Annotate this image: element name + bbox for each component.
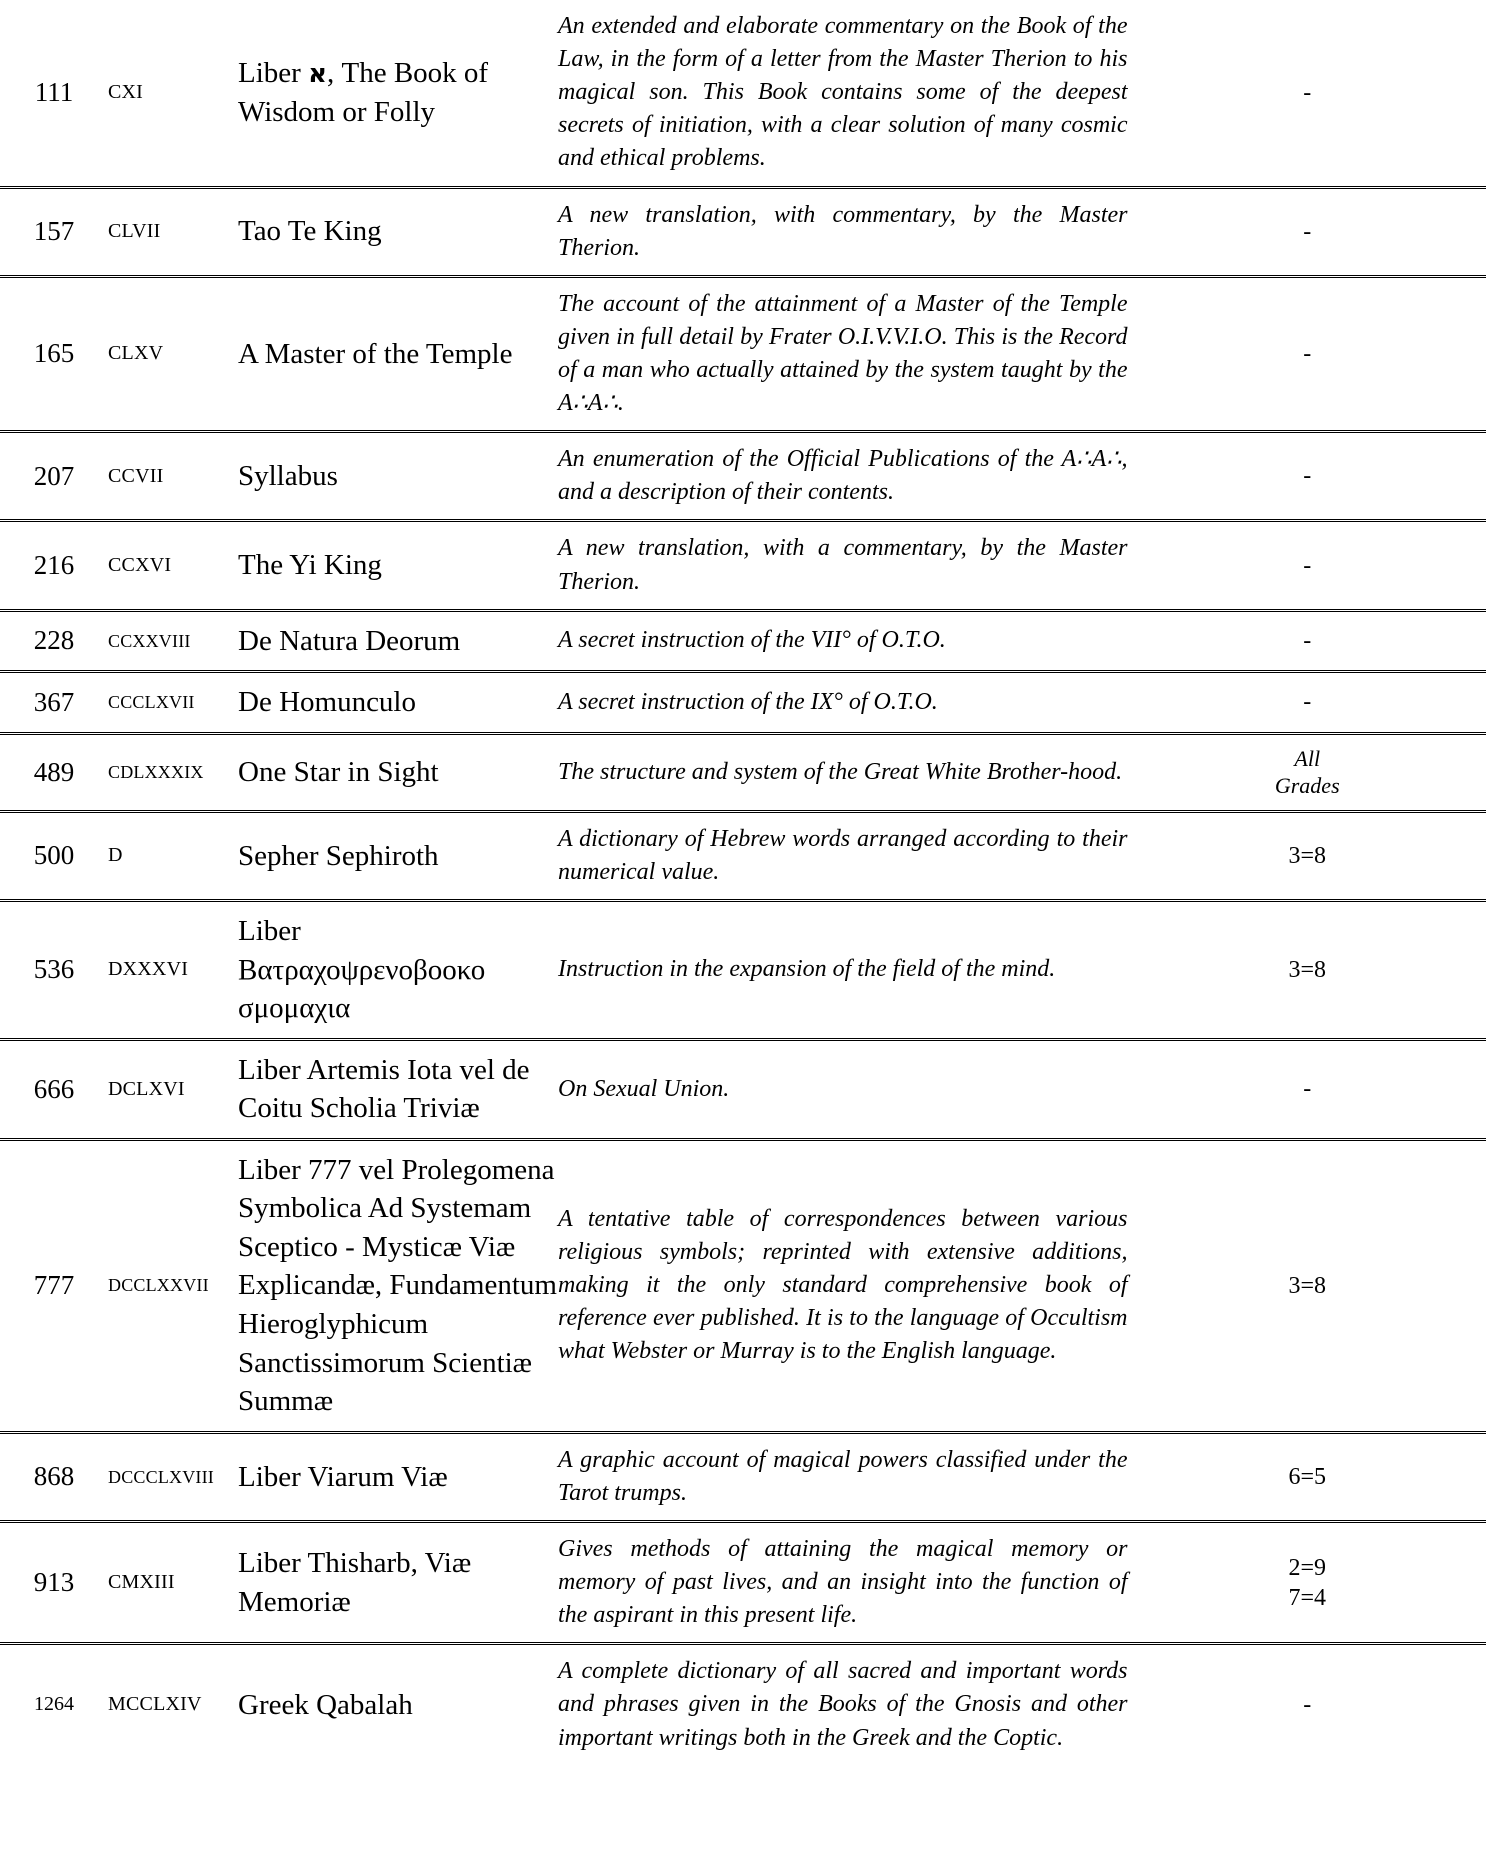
table-row <box>0 187 1486 276</box>
cell-description: The account of the attainment of a Master of the Temple given in full detail by Frater O.I.V.V.I.O. This is the Record of a man who actually attained by the system taught by the A∴A∴. <box>558 276 1128 431</box>
cell-title: Liber Thisharb, Viæ Memoriæ <box>238 1521 558 1643</box>
cell-grade: - <box>1128 276 1486 431</box>
cell-title: Liber Artemis Iota vel de Coitu Scholia Triviæ <box>238 1039 558 1139</box>
cell-grade: - <box>1128 610 1486 672</box>
cell-description: A complete dictionary of all sacred and important words and phrases given in the Books of the Gnosis and other important writings both in the Greek and the Coptic. <box>558 1644 1128 1765</box>
cell-roman-numeral: CDLXXXIX <box>108 733 238 811</box>
cell-number: 500 <box>0 811 108 900</box>
table-row <box>0 521 1486 610</box>
cell-roman-numeral: CCXVI <box>108 521 238 610</box>
grade-line-2: Grades <box>1274 773 1340 799</box>
cell-grade <box>1128 1521 1486 1643</box>
cell-grade: - <box>1128 1039 1486 1139</box>
table-row <box>0 276 1486 431</box>
cell-number: 157 <box>0 187 108 276</box>
cell-title: Greek Qabalah <box>238 1644 558 1765</box>
cell-grade: - <box>1128 432 1486 521</box>
cell-description: A dictionary of Hebrew words arranged according to their numerical value. <box>558 811 1128 900</box>
cell-title <box>238 900 558 1039</box>
cell-title: The Yi King <box>238 521 558 610</box>
cell-number: 777 <box>0 1139 108 1432</box>
cell-grade: - <box>1303 79 1312 106</box>
cell-description: On Sexual Union. <box>558 1039 1128 1139</box>
table-row <box>0 733 1486 811</box>
cell-number: 536 <box>0 900 108 1039</box>
cell-roman-numeral: CLVII <box>108 187 238 276</box>
cell-number: 1264 <box>0 1644 108 1765</box>
table-row <box>0 1139 1486 1432</box>
grade-line-1: 2=9 <box>1288 1554 1327 1581</box>
table-row <box>0 900 1486 1039</box>
cell-description: A tentative table of correspondences between various religious symbols; reprinted with extensive additions, making it the only standard comprehensive book of reference ever published. It is to the language of Occultism what Webster or Murray is to the English language. <box>558 1139 1128 1432</box>
table-row <box>0 0 1486 187</box>
cell-grade: 6=5 <box>1128 1432 1486 1521</box>
title-line-3: σμομαχια <box>238 992 351 1025</box>
title-text-post: , The Book of Wisdom or Folly <box>238 57 489 128</box>
table-row <box>0 432 1486 521</box>
table-row <box>0 1521 1486 1643</box>
cell-roman-numeral: CCXXVIII <box>108 610 238 672</box>
table-row <box>0 1644 1486 1765</box>
cell-title <box>238 0 558 187</box>
cell-grade: 3=8 <box>1128 811 1486 900</box>
cell-number: 228 <box>0 610 108 672</box>
table-row <box>0 672 1486 734</box>
cell-title: Syllabus <box>238 432 558 521</box>
title-line-2: Βατραχοψρενοβοοκο <box>238 953 486 986</box>
cell-title: Liber Viarum Viæ <box>238 1432 558 1521</box>
cell-title: Liber 777 vel Prolegomena Symbolica Ad Systemam Sceptico - Mysticæ Viæ Explicandæ, Fundamentum Hieroglyphicum Sanctissimorum Scientiæ Summæ <box>238 1139 558 1432</box>
cell-description: An extended and elaborate commentary on the Book of the Law, in the form of a letter from the Master Therion to his magical son. This Book contains some of the deepest secrets of initiation, with a clear solution of many cosmic and ethical problems. <box>558 13 1128 172</box>
cell-number: 367 <box>0 672 108 734</box>
table-row <box>0 1039 1486 1139</box>
cell-roman-numeral: DCLXVI <box>108 1039 238 1139</box>
cell-description: The structure and system of the Great White Brother-hood. <box>558 733 1128 811</box>
cell-number: 913 <box>0 1521 108 1643</box>
cell-number: 216 <box>0 521 108 610</box>
cell-roman-numeral: MCCLXIV <box>108 1644 238 1765</box>
cell-description: A new translation, with commentary, by the Master Therion. <box>558 187 1128 276</box>
cell-number: 165 <box>0 276 108 431</box>
cell-grade: - <box>1128 521 1486 610</box>
cell-grade: - <box>1128 672 1486 734</box>
cell-roman-numeral: D <box>108 811 238 900</box>
grade-line-1: All <box>1294 745 1321 771</box>
cell-roman-numeral: CCVII <box>108 432 238 521</box>
cell-number: 111 <box>34 77 74 108</box>
cell-number: 207 <box>0 432 108 521</box>
hebrew-aleph-icon: א <box>308 59 327 90</box>
cell-title: De Homunculo <box>238 672 558 734</box>
title-line-1: Liber <box>238 914 301 947</box>
cell-grade: 3=8 <box>1128 1139 1486 1432</box>
table-row <box>0 1432 1486 1521</box>
cell-title: Sepher Sephiroth <box>238 811 558 900</box>
cell-description: A secret instruction of the IX° of O.T.O. <box>558 672 1128 734</box>
cell-roman-numeral: DCCCLXVIII <box>108 1432 238 1521</box>
cell-title: Tao Te King <box>238 187 558 276</box>
cell-number: 489 <box>0 733 108 811</box>
cell-roman-numeral: DXXXVI <box>108 900 238 1039</box>
cell-grade: 3=8 <box>1128 900 1486 1039</box>
cell-grade <box>1128 733 1486 811</box>
cell-description: A secret instruction of the VII° of O.T.O. <box>558 610 1128 672</box>
cell-roman-numeral: DCCLXXVII <box>108 1139 238 1432</box>
cell-roman-numeral: CMXIII <box>108 1521 238 1643</box>
cell-description: An enumeration of the Official Publications of the A∴A∴, and a description of their contents. <box>558 432 1128 521</box>
cell-title: De Natura Deorum <box>238 610 558 672</box>
cell-description: A graphic account of magical powers classified under the Tarot trumps. <box>558 1432 1128 1521</box>
cell-description: Gives methods of attaining the magical memory or memory of past lives, and an insight into the function of the aspirant in this present life. <box>558 1521 1128 1643</box>
cell-description: A new translation, with a commentary, by the Master Therion. <box>558 521 1128 610</box>
grade-line-2: 7=4 <box>1288 1584 1327 1611</box>
cell-title: One Star in Sight <box>238 733 558 811</box>
cell-number: 666 <box>0 1039 108 1139</box>
cell-description: Instruction in the expansion of the field of the mind. <box>558 900 1128 1039</box>
table-row <box>0 811 1486 900</box>
table-row <box>0 610 1486 672</box>
cell-roman-numeral: CCCLXVII <box>108 672 238 734</box>
cell-title: A Master of the Temple <box>238 276 558 431</box>
cell-number: 868 <box>0 1432 108 1521</box>
cell-roman-numeral: CXI <box>108 81 144 104</box>
title-text-pre: Liber <box>238 57 309 90</box>
cell-grade: - <box>1128 187 1486 276</box>
cell-roman-numeral: CLXV <box>108 276 238 431</box>
cell-grade: - <box>1128 1644 1486 1765</box>
